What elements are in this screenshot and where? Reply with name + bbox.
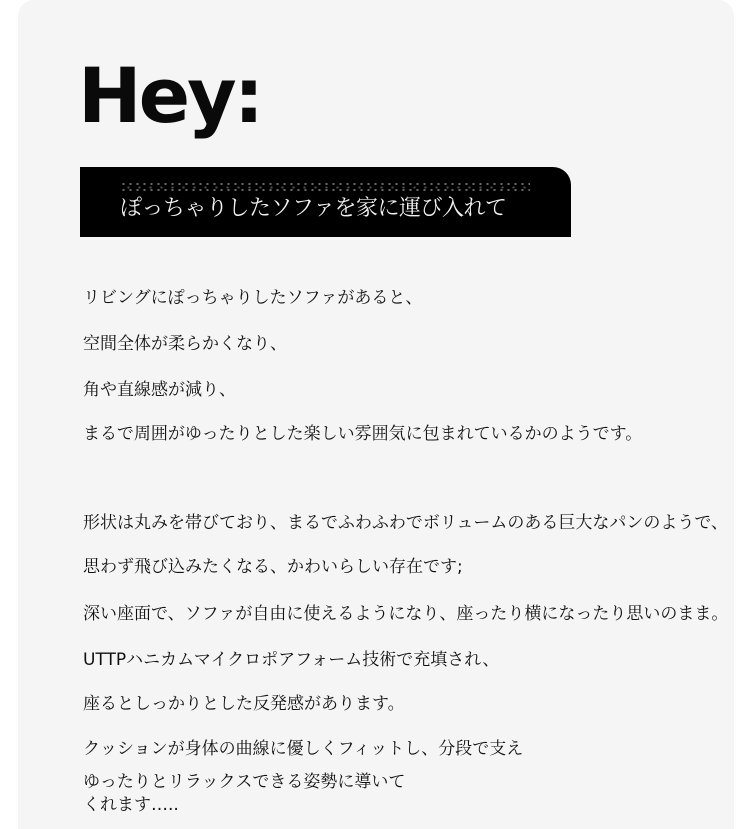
body-line-7: 深い座面で、ソファが自由に使えるようになり、座ったり横になったり思いのまま。 (83, 604, 729, 624)
content-card (18, 0, 734, 829)
headline-banner (80, 167, 571, 237)
body-line-10: クッションが身体の曲線に優しくフィットし、分段で支え (83, 739, 524, 759)
body-line-4: まるで周囲がゆったりとした楽しい雰囲気に包まれているかのようです。 (83, 424, 643, 444)
body-line-3: 角や直線感が減り、 (83, 380, 236, 400)
body-line-2: 空間全体が柔らかくなり、 (83, 334, 287, 354)
body-line-9: 座るとしっかりとした反発感があります。 (83, 694, 405, 714)
body-line-8: UTTPハニカムマイクロポアフォーム技術で充填され、 (83, 650, 500, 670)
page-title: Hey: (78, 51, 262, 140)
body-line-5: 形状は丸みを帯びており、まるでふわふわでボリュームのある巨大なパンのようで、 (83, 513, 728, 533)
body-line-12: くれます….. (83, 795, 179, 815)
body-line-6: 思わず飛び込みたくなる、かわいらしい存在です; (83, 557, 463, 577)
banner-text: ぽっちゃりしたソファを家に運び入れて (120, 196, 507, 221)
body-line-11: ゆったりとリラックスできる姿勢に導いて (83, 772, 406, 792)
body-line-1: リビングにぽっちゃりしたソファがあると、 (83, 288, 423, 308)
